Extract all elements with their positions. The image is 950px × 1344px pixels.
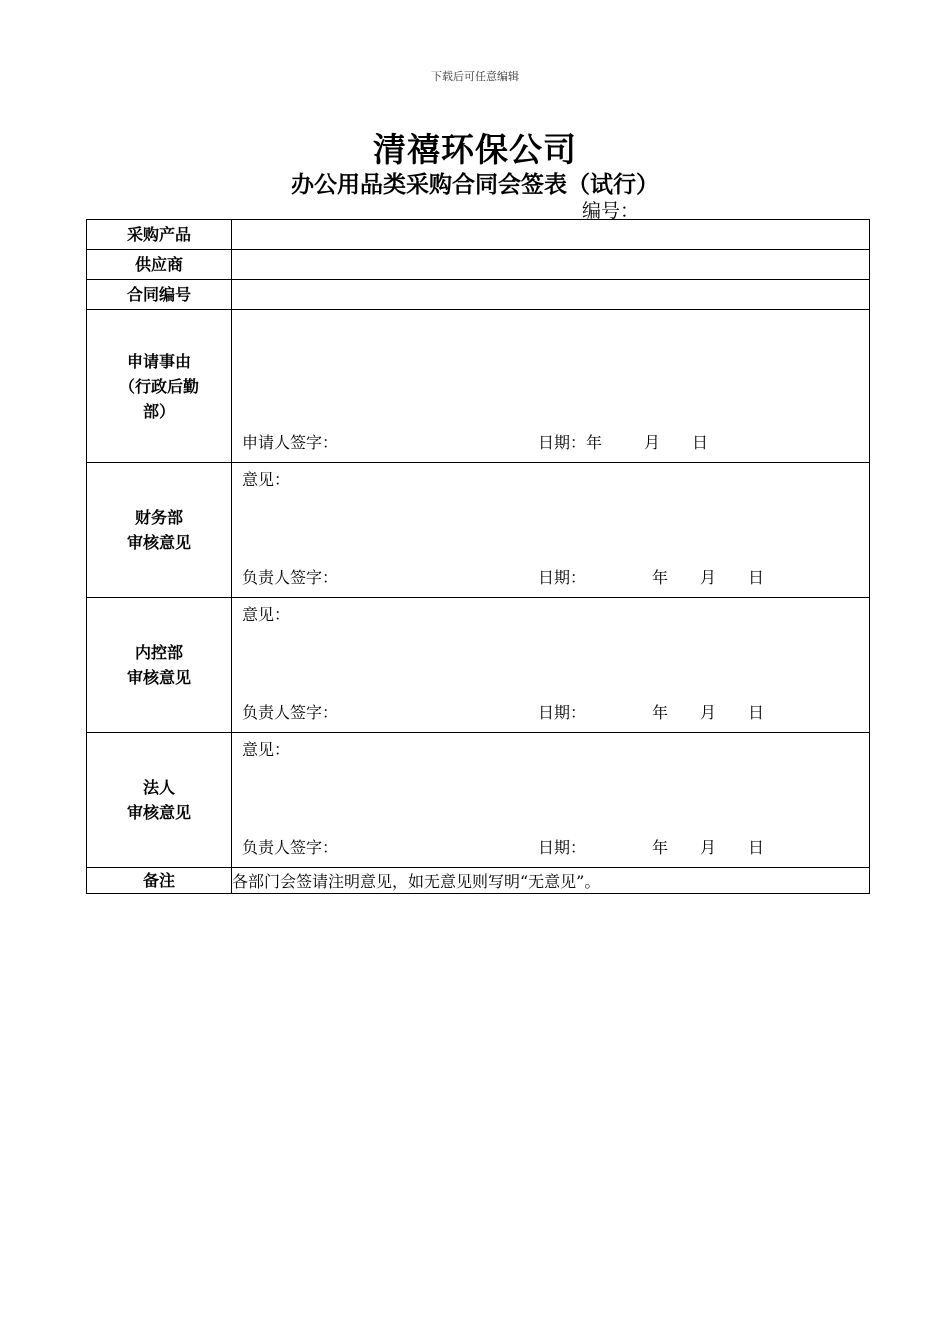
applicant-sign-label: 申请人签字： [242,433,339,452]
row-contract-no [87,280,870,310]
finance-month-label: 月 [700,568,717,587]
control-review-field[interactable] [232,598,870,733]
control-label-line1: 内控部 [134,643,183,662]
row-remark [87,868,870,894]
apply-sign-line [242,430,862,452]
row-product [87,220,870,250]
supplier-label: 供应商 [87,250,232,280]
remark-text: 各部门会签请注明意见，如无意见则写明“无意见”。 [232,868,870,894]
legal-label-line1: 法人 [142,778,175,797]
finance-label-line1: 财务部 [134,508,183,527]
product-field[interactable] [232,220,870,250]
apply-day-label: 日 [692,433,709,452]
row-legal-review [87,733,870,868]
legal-review-label [87,733,232,868]
legal-day-label: 日 [748,838,765,857]
finance-year-label: 年 [652,568,669,587]
legal-opinion-label: 意见： [242,740,291,759]
apply-month-label: 月 [644,433,661,452]
form-title: 办公用品类采购合同会签表（试行） [291,171,659,198]
control-day-label: 日 [748,703,765,722]
countersign-form-table [86,219,870,894]
supplier-field[interactable] [232,250,870,280]
apply-label-line1: 申请事由 [126,351,191,371]
control-year-label: 年 [652,703,669,722]
control-opinion-label: 意见： [242,605,291,624]
contract-no-label: 合同编号 [87,280,232,310]
legal-year-label: 年 [652,838,669,857]
finance-label-line2: 审核意见 [126,533,191,552]
control-sign-line [242,700,862,722]
finance-date-label: 日期： [538,568,587,587]
product-label: 采购产品 [87,220,232,250]
row-supplier [87,250,870,280]
company-name: 清禧环保公司 [373,130,577,169]
control-label-line2: 审核意见 [126,668,191,687]
control-date-label: 日期： [538,703,587,722]
legal-sign-line [242,835,862,857]
legal-sign-label: 负责人签字： [242,838,339,857]
header-note: 下载后可任意编辑 [431,70,519,83]
control-month-label: 月 [700,703,717,722]
legal-label-line2: 审核意见 [126,803,191,822]
control-review-label [87,598,232,733]
row-finance-review [87,463,870,598]
apply-reason-label [87,310,232,463]
serial-number-label: 编号： [582,200,640,222]
row-apply-reason [87,310,870,463]
apply-reason-field[interactable] [232,310,870,463]
apply-date-label: 日期：年 [538,433,603,452]
apply-label-line3: 部） [142,401,175,421]
control-sign-label: 负责人签字： [242,703,339,722]
legal-month-label: 月 [700,838,717,857]
apply-label-line2: （行政后勤 [118,376,199,396]
remark-label: 备注 [87,868,232,894]
finance-review-label [87,463,232,598]
contract-no-field[interactable] [232,280,870,310]
finance-day-label: 日 [748,568,765,587]
finance-review-field[interactable] [232,463,870,598]
finance-opinion-label: 意见： [242,470,291,489]
finance-sign-label: 负责人签字： [242,568,339,587]
legal-review-field[interactable] [232,733,870,868]
legal-date-label: 日期： [538,838,587,857]
finance-sign-line [242,565,862,587]
row-control-review [87,598,870,733]
